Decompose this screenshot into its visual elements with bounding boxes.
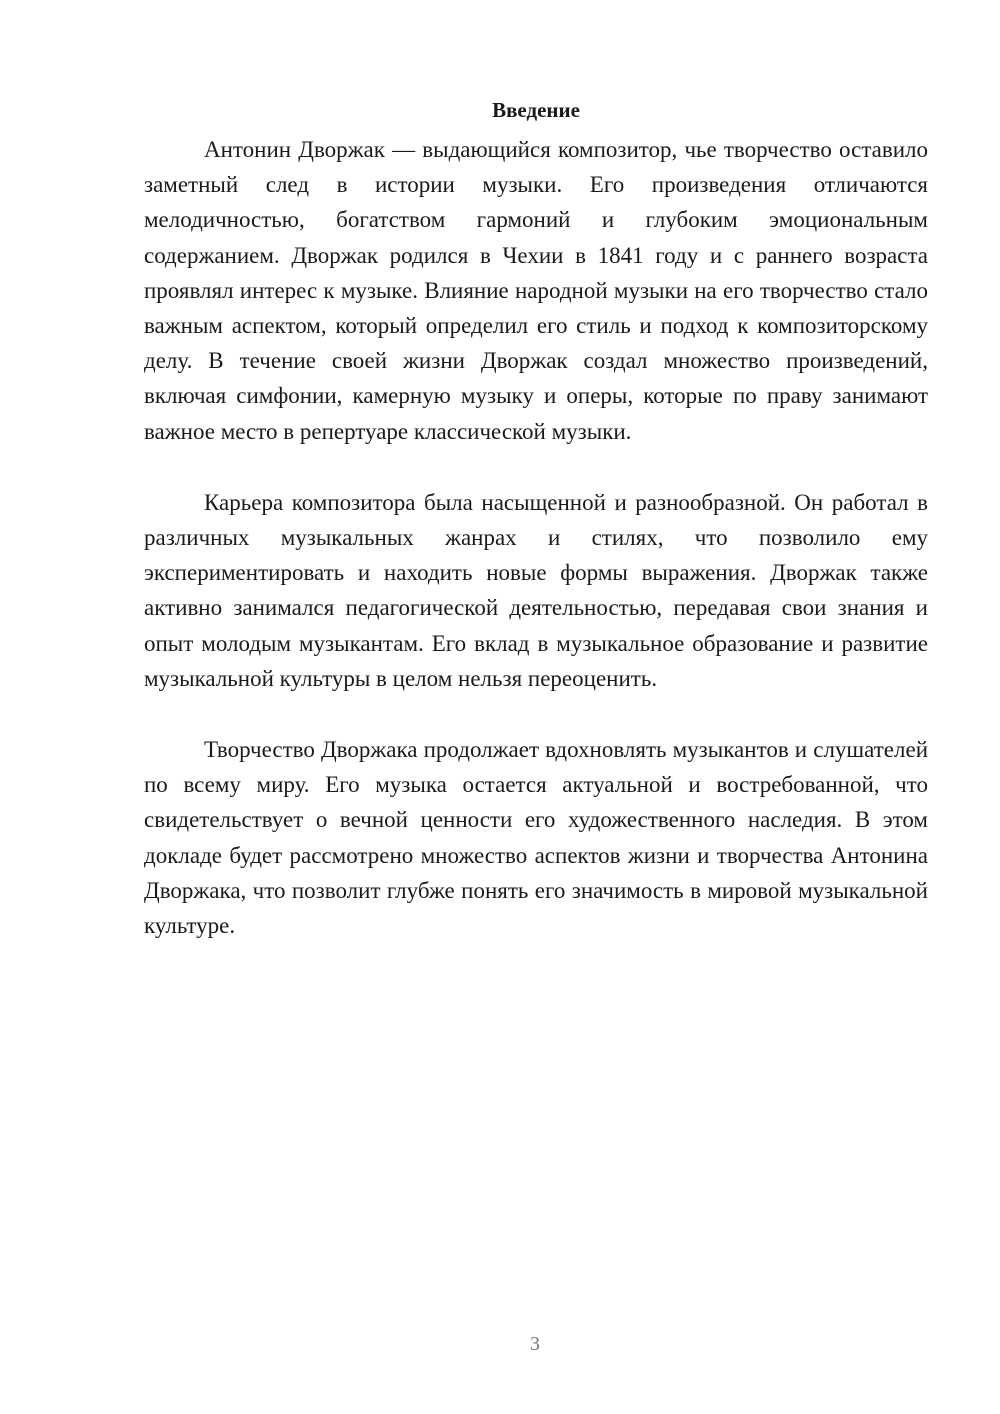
page-content <box>144 92 928 979</box>
paragraph-1: Антонин Дворжак — выдающийся композитор, чье творчество оставило заметный след в истории музыки. Его произведения отличаются мелодичностью, богатством гармоний и глубоким эмоциональным содержанием. Дворжак родился в Чехии в 1841 году и с раннего возраста проявлял интерес к музыке. Влияние народной музыки на его творчество стало важным аспектом, который определил его стиль и подход к композиторскому делу. В течение своей жизни Дворжак создал множество произведений, включая симфонии, камерную музыку и оперы, которые по праву занимают важное место в репертуаре классической музыки. <box>144 137 928 444</box>
section-heading: Введение <box>492 98 580 122</box>
page-number: 3 <box>530 1333 540 1355</box>
paragraph-3: Творчество Дворжака продолжает вдохновлять музыкантов и слушателей по всему миру. Его музыка остается актуальной и востребованной, что свидетельствует о вечной ценности его художественного наследия. В этом докладе будет рассмотрено множество аспектов жизни и творчества Антонина Дворжака, что позволит глубже понять его значимость в мировой музыкальной культуре. <box>144 737 928 939</box>
paragraph-2: Карьера композитора была насыщенной и разнообразной. Он работал в различных музыкальных жанрах и стилях, что позволило ему экспериментировать и находить новые формы выражения. Дворжак также активно занимался педагогической деятельностью, передавая свои знания и опыт молодым музыкантам. Его вклад в музыкальное образование и развитие музыкальной культуры в целом нельзя переоценить. <box>144 489 928 691</box>
